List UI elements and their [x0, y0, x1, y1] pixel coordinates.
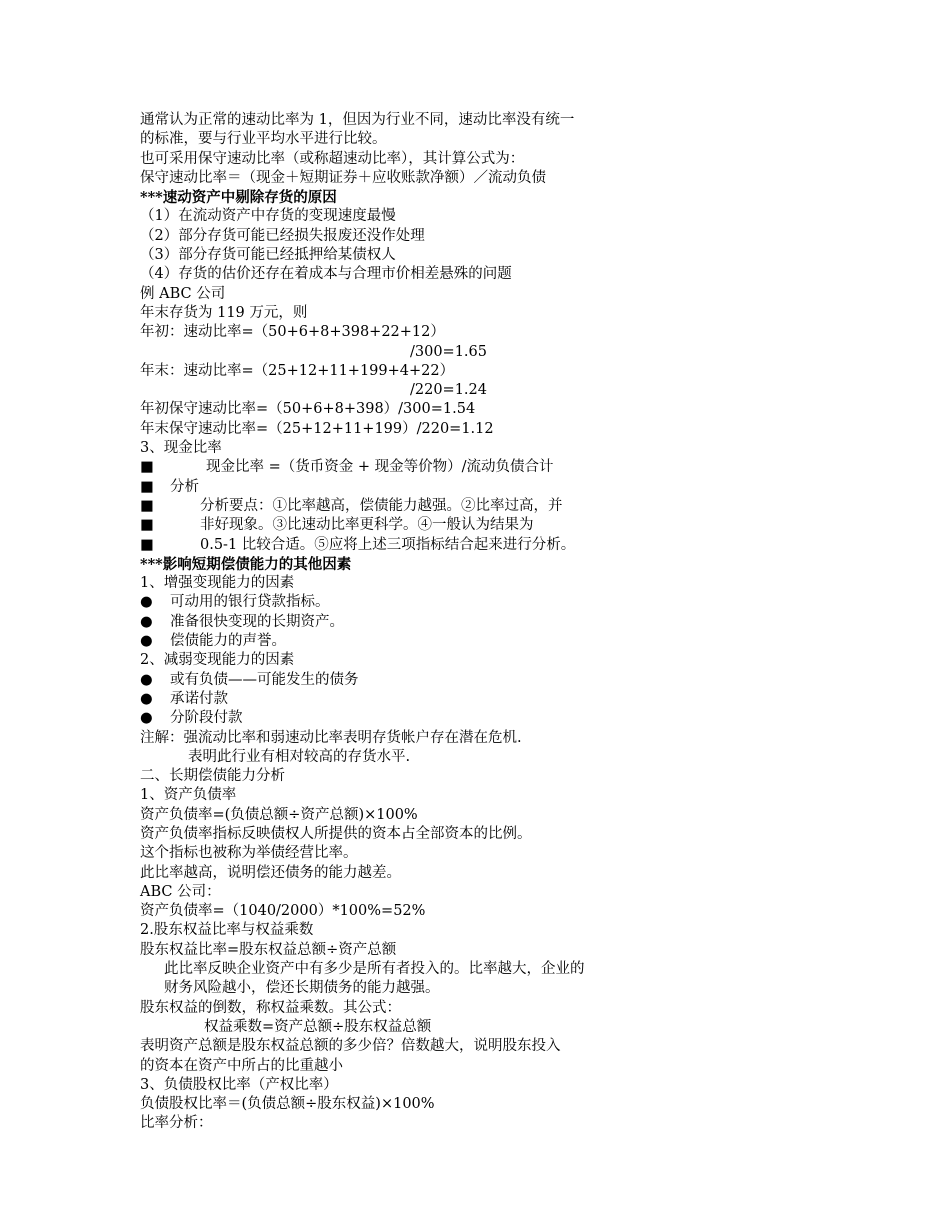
text-line: 二、长期偿债能力分析	[140, 768, 285, 785]
square-bullet-icon: ■	[140, 459, 154, 476]
square-bullet-icon: ■	[140, 497, 154, 514]
text-line: 3、现金比率	[140, 440, 222, 457]
text-line: 负债股权比率＝(负债总额÷股东权益)×100%	[140, 1096, 435, 1113]
text-line: 年末：速动比率=（25+12+11+199+4+22）	[140, 362, 455, 379]
bullet-text: 现金比率 =（货币资金 + 现金等价物）/流动负债合计	[206, 459, 554, 476]
text-line: 通常认为正常的速动比率为 1，但因为行业不同，速动比率没有统一	[140, 112, 575, 128]
text-line: 也可采用保守速动比率（或称超速动比率），其计算公式为：	[140, 150, 525, 167]
text-line: 年初：速动比率=（50+6+8+398+22+12）	[140, 324, 445, 341]
text-line: 3、负债股权比率（产权比率）	[140, 1076, 338, 1093]
text-line: 1、资产负债率	[140, 787, 237, 804]
text-line: 比率分析：	[140, 1115, 213, 1132]
text-line: 财务风险越小，偿还长期债务的能力越强。	[164, 980, 440, 997]
text-line: 股东权益的倒数，称权益乘数。其公式：	[140, 999, 401, 1016]
bullet-text: 准备很快变现的长期资产。	[170, 613, 344, 630]
text-line: ABC 公司：	[140, 883, 221, 900]
bullet-text: 分析要点：①比率越高，偿债能力越强。②比率过高，并	[200, 497, 563, 514]
bullet-line	[140, 478, 920, 497]
text-line: 资产负债率=（1040/2000）*100%=52%	[140, 903, 426, 920]
text-line: （2）部分存货可能已经损失报废还没作处理	[140, 227, 425, 244]
bullet-text: 0.5-1 比较合适。⑤应将上述三项指标结合起来进行分析。	[200, 536, 576, 553]
text-line: 这个指标也被称为举债经营比率。	[140, 845, 358, 862]
bullet-text: 非好现象。③比速动比率更科学。④一般认为结果为	[200, 517, 534, 534]
bullet-text: 分阶段付款	[170, 710, 243, 727]
bullet-line	[140, 671, 920, 690]
text-line: 年末保守速动比率=（25+12+11+199）/220=1.12	[140, 420, 494, 437]
bullet-text: 分析	[170, 478, 199, 495]
text-line: 资产负债率指标反映债权人所提供的资本占全部资本的比例。	[140, 825, 532, 842]
text-line: 2、减弱变现能力的因素	[140, 652, 295, 669]
text-line: 2.股东权益比率与权益乘数	[140, 922, 314, 939]
text-line: 1、增强变现能力的因素	[140, 575, 295, 592]
round-bullet-icon: ●	[140, 613, 153, 630]
text-line: 保守速动比率＝（现金＋短期证券＋应收账款净额）／流动负债	[140, 169, 546, 186]
text-line: /220=1.24	[410, 382, 487, 399]
bullet-text: 承诺付款	[170, 690, 228, 707]
bullet-line	[140, 458, 920, 477]
text-line: 此比率反映企业资产中有多少是所有者投入的。比率越大，企业的	[164, 961, 585, 978]
bullet-text: 偿债能力的声誉。	[170, 633, 286, 650]
text-line: /300=1.65	[410, 343, 487, 360]
bullet-text: 或有负债——可能发生的债务	[170, 671, 359, 688]
text-line: 例 ABC 公司	[140, 285, 226, 302]
text-line: 表明此行业有相对较高的存货水平.	[188, 748, 411, 765]
round-bullet-icon: ●	[140, 633, 153, 650]
text-line: 权益乘数=资产总额÷股东权益总额	[204, 1018, 432, 1035]
bullet-line	[140, 632, 920, 651]
text-line: ***影响短期偿债能力的其他因素	[140, 555, 352, 573]
round-bullet-icon: ●	[140, 594, 153, 611]
text-line: ***速动资产中剔除存货的原因	[140, 189, 337, 207]
text-line: 的标准，要与行业平均水平进行比较。	[140, 131, 387, 148]
text-line: 表明资产总额是股东权益总额的多少倍？倍数越大，说明股东投入	[140, 1038, 561, 1055]
text-line: 股东权益比率=股东权益总额÷资产总额	[140, 941, 397, 958]
text-line: （1）在流动资产中存货的变现速度最慢	[140, 208, 396, 225]
round-bullet-icon: ●	[140, 710, 153, 727]
round-bullet-icon: ●	[140, 690, 153, 707]
bullet-line	[140, 690, 920, 709]
bullet-line	[140, 593, 920, 612]
bullet-line	[140, 516, 920, 535]
text-line: 年初保守速动比率=（50+6+8+398）/300=1.54	[140, 401, 476, 418]
text-line: 注解：强流动比率和弱速动比率表明存货帐户存在潜在危机.	[140, 729, 522, 746]
bullet-line	[140, 497, 920, 516]
document-body	[140, 111, 920, 1134]
bullet-text: 可动用的银行贷款指标。	[170, 594, 330, 611]
round-bullet-icon: ●	[140, 671, 153, 688]
square-bullet-icon: ■	[140, 536, 154, 553]
square-bullet-icon: ■	[140, 478, 154, 495]
bullet-line	[140, 613, 920, 632]
square-bullet-icon: ■	[140, 517, 154, 534]
bullet-line	[140, 536, 920, 555]
text-line: （3）部分存货可能已经抵押给某债权人	[140, 247, 396, 264]
text-line: 年末存货为 119 万元，则	[140, 304, 308, 321]
text-line: （4）存货的估价还存在着成本与合理市价相差悬殊的问题	[140, 266, 512, 283]
text-line: 资产负债率=(负债总额÷资产总额)×100%	[140, 806, 418, 823]
text-line: 此比率越高，说明偿还债务的能力越差。	[140, 864, 401, 881]
bullet-line	[140, 709, 920, 728]
text-line: 的资本在资产中所占的比重越小	[140, 1057, 343, 1074]
